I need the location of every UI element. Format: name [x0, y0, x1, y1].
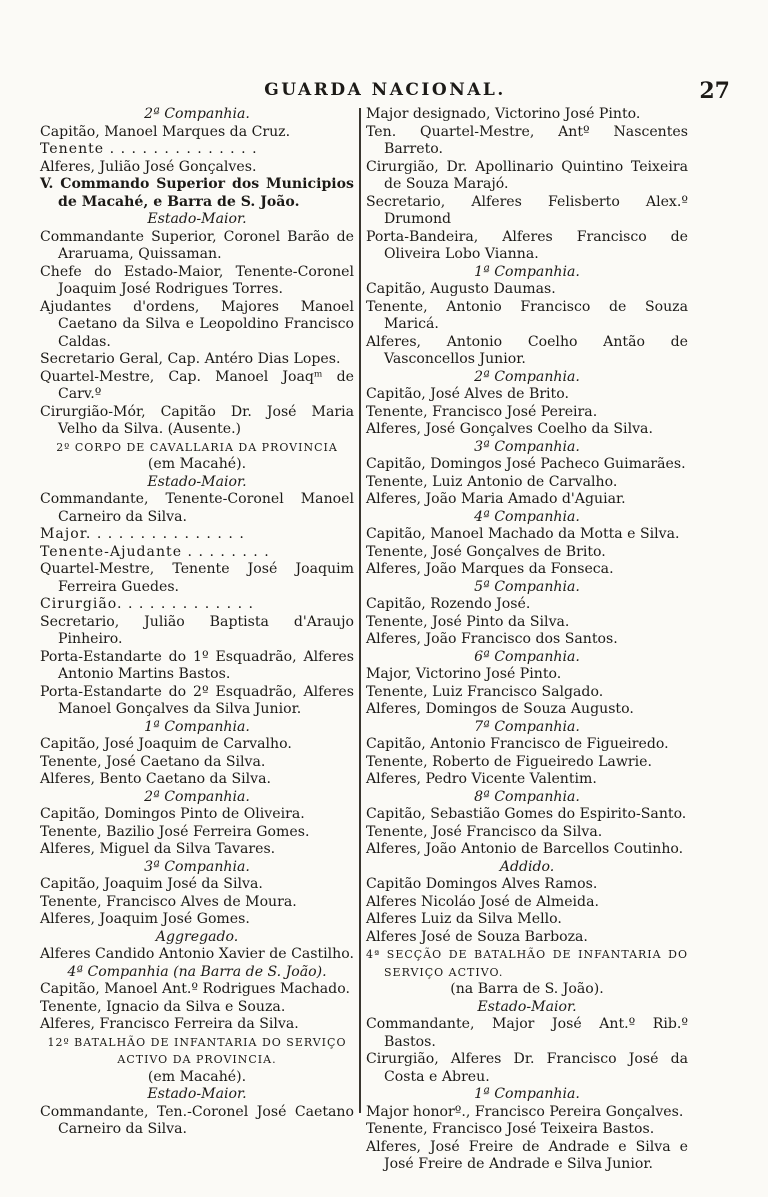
entry-line: Capitão, Antonio Francisco de Figueiredo. [366, 736, 669, 752]
entry-line: Alferes Candido Antonio Xavier de Castilho. [40, 946, 354, 962]
section-heading: 7ª Companhia. [474, 718, 580, 735]
entry-line: Tenente, Bazilio José Ferreira Gomes. [40, 823, 310, 840]
entry-line: Capitão, Domingos José Pacheco Guimarães. [366, 456, 686, 472]
entry-line: Capitão, Manoel Ant.º Rodrigues Machado. [40, 981, 350, 997]
entry-line: Tenente, José Caetano da Silva. [40, 753, 266, 770]
entry-line: Tenente . . . . . . . . . . . . . . [40, 141, 258, 157]
entry-line: Capitão, Domingos Pinto de Oliveira. [40, 806, 305, 822]
entry-line: Commandante, Tenente-Coronel Manoel Carneiro da Silva. [40, 491, 354, 525]
entry-line: Tenente, Francisco Alves de Moura. [40, 893, 297, 910]
entry-line: Alferes, José Gonçalves Coelho da Silva. [366, 421, 653, 437]
section-heading: 1ª Companhia. [144, 718, 250, 735]
section-heading: 2ª Companhia. [144, 106, 250, 122]
entry-line: Alferes, João Antonio de Barcellos Coutinho. [366, 841, 684, 857]
section-heading: 1ª Companhia. [474, 263, 580, 280]
entry-line: Capitão, José Alves de Brito. [366, 386, 569, 402]
section-heading: 4ª Companhia (na Barra de S. João). [67, 963, 327, 980]
entry-line: Alferes, José Freire de Andrade e Silva e José Freire de Andrade e Silva Junior. [366, 1138, 688, 1172]
section-heading: Aggregado. [155, 928, 239, 945]
entry-line: Tenente, Roberto de Figueiredo Lawrie. [366, 753, 652, 770]
entry-line: Quartel-Mestre, Cap. Manoel Joaqᵐ de Carv.º [40, 368, 354, 402]
entry-line: Capitão Domingos Alves Ramos. [366, 876, 598, 892]
entry-line: V. Commando Superior dos Municipios de Macahé, e Barra de S. João. [40, 176, 354, 210]
entry-line: Cirurgião-Mór, Capitão Dr. José Maria Velho da Silva. (Ausente.) [40, 403, 354, 437]
entry-line: Commandante, Ten.-Coronel José Caetano Carneiro da Silva. [40, 1103, 354, 1137]
entry-line: Capitão, Rozendo José. [366, 596, 531, 612]
section-heading: 2º CORPO DE CAVALLARIA DA PROVINCIA [56, 440, 338, 454]
entry-line: 4ª SECÇÃO DE BATALHÃO DE INFANTARIA DO SERVIÇO ACTIVO. [366, 948, 688, 979]
entry-line: Alferes, Domingos de Souza Augusto. [366, 701, 634, 717]
entry-line: Commandante, Major José Ant.º Rib.º Bastos. [366, 1016, 688, 1050]
entry-line: Commandante Superior, Coronel Barão de Araruama, Quissaman. [40, 228, 354, 262]
entry-line: Capitão, José Joaquim de Carvalho. [40, 736, 292, 752]
entry-line: Alferes, Miguel da Silva Tavares. [40, 841, 276, 857]
entry-line: Ten. Quartel-Mestre, Antº Nascentes Barreto. [366, 123, 688, 157]
section-heading: 8ª Companhia. [474, 788, 580, 805]
section-heading: (em Macahé). [147, 456, 247, 472]
entry-line: Major honorº., Francisco Pereira Gonçalves. [366, 1103, 684, 1120]
entry-line: Alferes, Antonio Coelho Antão de Vasconcellos Junior. [366, 333, 688, 367]
right-column [366, 106, 688, 1174]
entry-line: Tenente, Antonio Francisco de Souza Maricá. [366, 298, 688, 332]
entry-line: Quartel-Mestre, Tenente José Joaquim Ferreira Guedes. [40, 561, 354, 595]
entry-line: Cirurgião, Dr. Apollinario Quintino Teixeira de Souza Marajó. [366, 158, 688, 192]
entry-line: Capitão, Manoel Machado da Motta e Silva. [366, 526, 680, 542]
entry-line: Alferes José de Souza Barboza. [366, 928, 588, 945]
entry-line: Alferes, Julião José Gonçalves. [40, 158, 257, 175]
left-column [40, 106, 354, 1139]
section-heading: 1ª Companhia. [474, 1086, 580, 1102]
section-heading: 6ª Companhia. [474, 648, 580, 665]
entry-line: Porta-Bandeira, Alferes Francisco de Oliveira Lobo Vianna. [366, 228, 688, 262]
entry-line: Alferes Luiz da Silva Mello. [366, 911, 562, 927]
entry-line: Secretario Geral, Cap. Antéro Dias Lopes. [40, 351, 341, 367]
entry-line: Secretario, Julião Baptista d'Araujo Pinheiro. [40, 613, 354, 647]
entry-line: Tenente, José Francisco da Silva. [366, 823, 603, 840]
entry-line: Major designado, Victorino José Pinto. [366, 106, 641, 122]
entry-line: Tenente, Luiz Francisco Salgado. [366, 683, 604, 700]
entry-line: Capitão, Sebastião Gomes do Espirito-Santo. [366, 806, 687, 822]
entry-line: Tenente, Francisco José Pereira. [366, 403, 598, 420]
page-number: 27 [699, 78, 730, 104]
entry-line: Tenente, José Gonçalves de Brito. [366, 543, 606, 560]
entry-line: Ajudantes d'ordens, Majores Manoel Caetano da Silva e Leopoldino Francisco Caldas. [40, 298, 354, 350]
entry-line: Capitão, Joaquim José da Silva. [40, 876, 263, 892]
entry-line: Alferes, Bento Caetano da Silva. [40, 771, 271, 787]
section-heading: (em Macahé). [147, 1068, 247, 1085]
entry-line: Porta-Estandarte do 1º Esquadrão, Alferes Antonio Martins Bastos. [40, 648, 354, 682]
entry-line: Cirurgião. . . . . . . . . . . . . [40, 596, 255, 612]
running-title: GUARDA NACIONAL. [264, 80, 506, 100]
section-heading: (na Barra de S. João). [450, 981, 604, 997]
entry-line: Chefe do Estado-Maior, Tenente-Coronel Joaquim José Rodrigues Torres. [40, 263, 354, 297]
entry-line: Capitão, Manoel Marques da Cruz. [40, 123, 291, 140]
section-heading: 2ª Companhia. [474, 368, 580, 385]
entry-line: Alferes, Pedro Vicente Valentim. [366, 771, 597, 787]
entry-line: Tenente, Francisco José Teixeira Bastos. [366, 1121, 655, 1137]
entry-line: Cirurgião, Alferes Dr. Francisco José da Costa e Abreu. [366, 1051, 688, 1085]
entry-line: Tenente, Luiz Antonio de Carvalho. [366, 473, 618, 490]
section-heading: Estado-Maior. [147, 211, 247, 227]
entry-line: Porta-Estandarte do 2º Esquadrão, Alferes Manoel Gonçalves da Silva Junior. [40, 683, 354, 717]
section-heading: 3ª Companhia. [474, 438, 580, 455]
entry-line: Alferes, Francisco Ferreira da Silva. [40, 1016, 299, 1032]
entry-line: Major. . . . . . . . . . . . . . . [40, 526, 245, 542]
section-heading: 12º BATALHÃO DE INFANTARIA DO SERVIÇO ACTIVO DA PROVINCIA. [47, 1035, 347, 1066]
section-heading: 4ª Companhia. [474, 508, 580, 525]
entry-line: Capitão, Augusto Daumas. [366, 281, 556, 297]
entry-line: Alferes, João Maria Amado d'Aguiar. [366, 491, 626, 507]
entry-line: Tenente, José Pinto da Silva. [366, 613, 570, 630]
page-header [40, 78, 730, 108]
entry-line: Tenente, Ignacio da Silva e Souza. [40, 998, 286, 1015]
entry-line: Alferes, João Marques da Fonseca. [366, 561, 614, 577]
section-heading: 3ª Companhia. [144, 858, 250, 875]
section-heading: Estado-Maior. [147, 473, 247, 490]
section-heading: 5ª Companhia. [474, 578, 580, 595]
entry-line: Secretario, Alferes Felisberto Alex.º Drumond [366, 193, 688, 227]
entry-line: Major, Victorino José Pinto. [366, 666, 562, 682]
entry-line: Alferes Nicoláo José de Almeida. [366, 893, 599, 910]
section-heading: 2ª Companhia. [144, 788, 250, 805]
section-heading: Estado-Maior. [147, 1086, 247, 1102]
entry-line: Alferes, Joaquim José Gomes. [40, 911, 250, 927]
entry-line: Alferes, João Francisco dos Santos. [366, 631, 618, 647]
section-heading: Estado-Maior. [477, 998, 577, 1015]
column-divider [359, 108, 361, 1113]
entry-line: Tenente-Ajudante . . . . . . . . [40, 543, 270, 560]
section-heading: Addido. [499, 858, 555, 875]
